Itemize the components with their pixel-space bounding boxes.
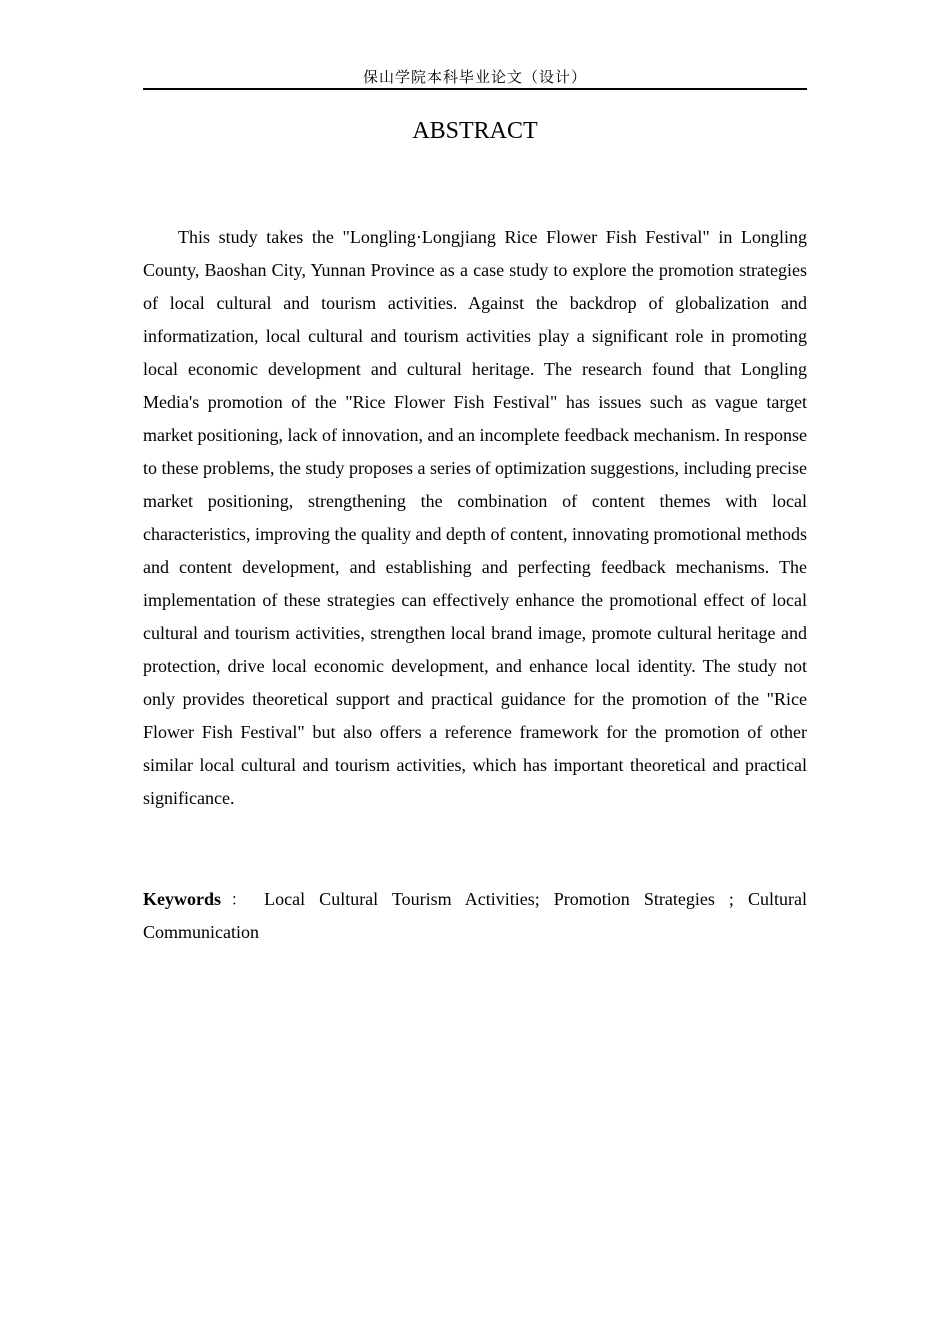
abstract-title: ABSTRACT — [412, 118, 538, 144]
header-rule — [143, 88, 807, 90]
keywords-separator: ： — [221, 890, 257, 909]
running-header: 保山学院本科毕业论文（设计） — [362, 68, 587, 86]
abstract-paragraph: This study takes the "Longling·Longjiang Rice Flower Fish Festival" in Longling County, Baoshan City, Yunnan Province as a case study to explore the promotion strategies of local cultural and tourism activities. Against the backdrop of globalization and informatization, local cultural and tourism activities play a significant role in promoting local economic development and cultural heritage. The research found that Longling Media's promotion of the "Rice Flower Fish Festival" has issues such as vague target market positioning, lack of innovation, and an incomplete feedback mechanism. In response to these problems, the study proposes a series of optimization suggestions, including precise market positioning, strengthening the combination of content themes with local characteristics, improving the quality and depth of content, innovating promotional methods and content development, and establishing and perfecting feedback mechanisms. The implementation of these strategies can effectively enhance the promotional effect of local cultural and tourism activities, strengthen local brand image, promote cultural heritage and protection, drive local economic development, and enhance local identity. The study not only provides theoretical support and practical guidance for the promotion of the "Rice Flower Fish Festival" but also offers a reference framework for the promotion of other similar local cultural and tourism activities, which has important theoretical and practical significance. — [143, 227, 807, 808]
keywords-label: Keywords — [143, 889, 221, 909]
keywords-text: Local Cultural Tourism Activities; Promotion Strategies ; Cultural Communication — [143, 889, 807, 942]
keywords-line — [143, 883, 807, 949]
